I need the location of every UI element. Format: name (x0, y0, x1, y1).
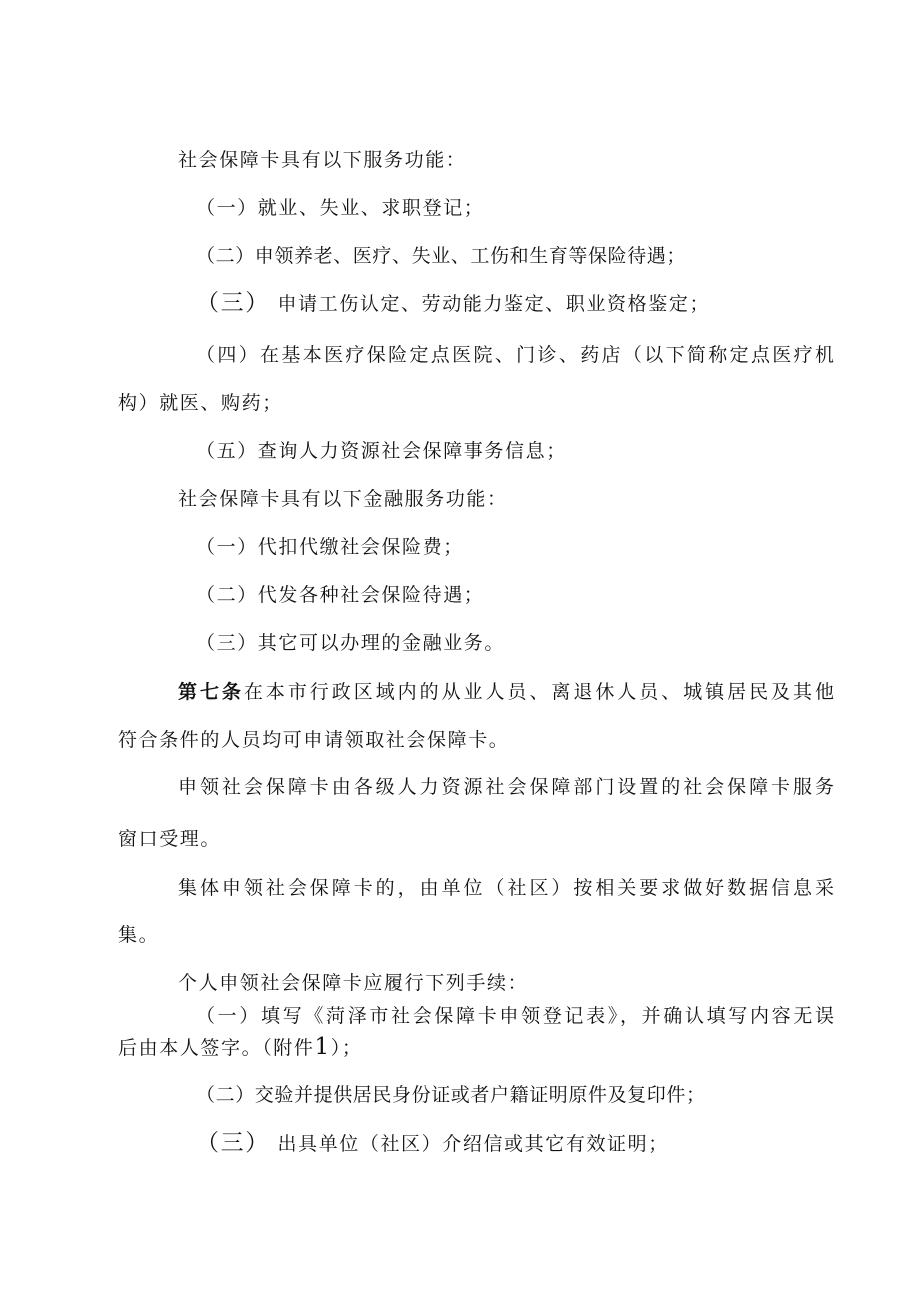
list-item: （一）代扣代缴社会保险费； (196, 536, 464, 558)
list-item: （二）代发各种社会保险待遇； (196, 584, 485, 606)
paragraph-line: 集。 (118, 924, 160, 946)
paragraph-line: 申领社会保障卡由各级人力资源社会保障部门设置的社会保障卡服务 (178, 776, 834, 798)
article-text: 在本市行政区域内的从业人员、离退休人员、城镇居民及其他 (243, 681, 834, 703)
paragraph-line: 个人申领社会保障卡应履行下列手续： (178, 972, 529, 994)
paragraph-line: （四）在基本医疗保险定点医院、门诊、药店（以下简称定点医疗机 (196, 344, 834, 366)
article-line (118, 679, 834, 705)
paragraph-line: 构）就医、购药； (118, 392, 283, 414)
paragraph-line: 窗口受理。 (118, 828, 222, 850)
attachment-number: 1 (314, 1034, 331, 1060)
list-item: （二）交验并提供居民身份证或者户籍证明原件及复印件； (196, 1084, 706, 1106)
paragraph-line: 社会保障卡具有以下服务功能： (178, 149, 467, 171)
list-item: （五）查询人力资源社会保障事务信息； (196, 440, 567, 462)
paragraph-text: 后由本人签字。（附件 (118, 1037, 315, 1059)
list-text: 申请工伤认定、劳动能力鉴定、职业资格鉴定； (277, 293, 711, 315)
paragraph-line (118, 1034, 362, 1061)
list-item: （三）其它可以办理的金融业务。 (196, 632, 506, 654)
list-item: （一）就业、失业、求职登记； (196, 197, 485, 219)
list-item (196, 1130, 669, 1157)
paragraph-text: ）； (330, 1037, 363, 1059)
list-number: （三） (196, 1130, 270, 1156)
article-number: 第七条 (178, 681, 244, 703)
list-item: （一）填写《菏泽市社会保障卡申领登记表》，并确认填写内容无误 (196, 1005, 834, 1027)
list-number: （三） (196, 290, 270, 316)
list-item: （二）申领养老、医疗、失业、工伤和生育等保险待遇； (196, 245, 687, 267)
paragraph-line: 集体申领社会保障卡的，由单位（社区）按相关要求做好数据信息采 (178, 877, 834, 899)
paragraph-line: 符合条件的人员均可申请领取社会保障卡。 (118, 729, 510, 751)
list-item (196, 290, 710, 317)
paragraph-line: 社会保障卡具有以下金融服务功能： (178, 488, 508, 510)
list-text: 出具单位（社区）介绍信或其它有效证明； (277, 1133, 669, 1155)
